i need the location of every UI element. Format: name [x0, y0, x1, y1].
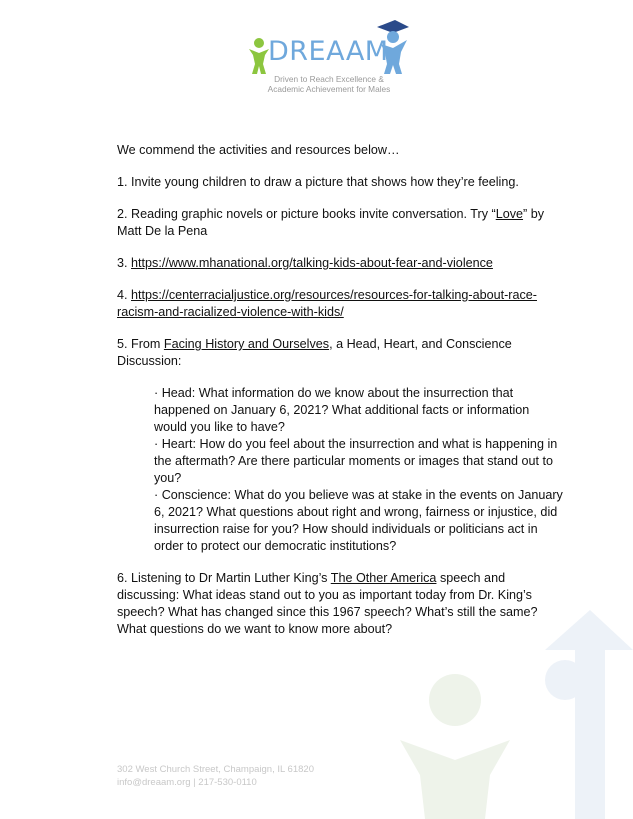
item-4-number: 4.: [117, 288, 132, 302]
item-5-text: 5. From: [117, 337, 164, 351]
bullet-conscience: · Conscience: What do you believe was at stake in the events on January 6, 2021? What questions about right and wrong, fairness or injustice, did insurrection raise for you? How should individuals or politicians act in order to protect our democratic institutions?: [154, 488, 563, 553]
dreaam-logo: [244, 14, 414, 98]
item-6-text-end: speech and discussing: What ideas stand out to you as important today from Dr. King’s speech? What has changed since this 1967 speech? What’s still the same? What questions do we want to know more about?: [117, 571, 538, 636]
list-item-4: [117, 287, 564, 321]
list-item-1: 1. Invite young children to draw a picture that shows how they’re feeling.: [117, 175, 519, 189]
centerracialjustice-link[interactable]: https://centerracialjustice.org/resources/resources-for-talking-about-race-racism-and-racialized-violence-with-kids/: [117, 288, 537, 319]
bullet-heart: · Heart: How do you feel about the insurrection and what is happening in the aftermath? Are there particular moments or images that stand out to you?: [154, 437, 558, 485]
love-book-link[interactable]: Love: [495, 207, 524, 221]
discussion-bullets: [154, 385, 564, 555]
list-item-3: [117, 255, 564, 272]
list-item-6: [117, 570, 564, 638]
item-2-text-end: ” by Matt De la Pena: [117, 207, 545, 238]
other-america-link[interactable]: The Other America: [330, 571, 437, 585]
item-5-text-end: , a Head, Heart, and Conscience Discussion:: [117, 337, 512, 368]
logo-tagline-line-1: Driven to Reach Excellence &: [274, 74, 384, 84]
list-item-5: [117, 336, 564, 370]
logo-tagline: [244, 74, 414, 94]
logo-tagline-line-2: Academic Achievement for Males: [267, 84, 391, 94]
intro-text: We commend the activities and resources below…: [117, 143, 400, 157]
bullet-head: · Head: What information do we know about the insurrection that happened on January 6, 2021? What additional facts or information would you like to have?: [154, 386, 530, 434]
footer-contact: info@dreaam.org | 217-530-0110: [117, 777, 257, 788]
item-2-text: 2. Reading graphic novels or picture books invite conversation. Try “: [117, 207, 496, 221]
footer-address: 302 West Church Street, Champaign, IL 61820: [117, 764, 314, 775]
mhanational-link[interactable]: https://www.mhanational.org/talking-kids-about-fear-and-violence: [131, 256, 493, 270]
document-body: [117, 142, 564, 653]
list-item-2: [117, 206, 564, 240]
facing-history-link[interactable]: Facing History and Ourselves: [163, 337, 330, 351]
logo-wordmark: DREAAM: [268, 36, 389, 67]
item-6-text: 6. Listening to Dr Martin Luther King’s: [117, 571, 331, 585]
item-3-number: 3.: [117, 256, 132, 270]
footer: [117, 763, 314, 789]
